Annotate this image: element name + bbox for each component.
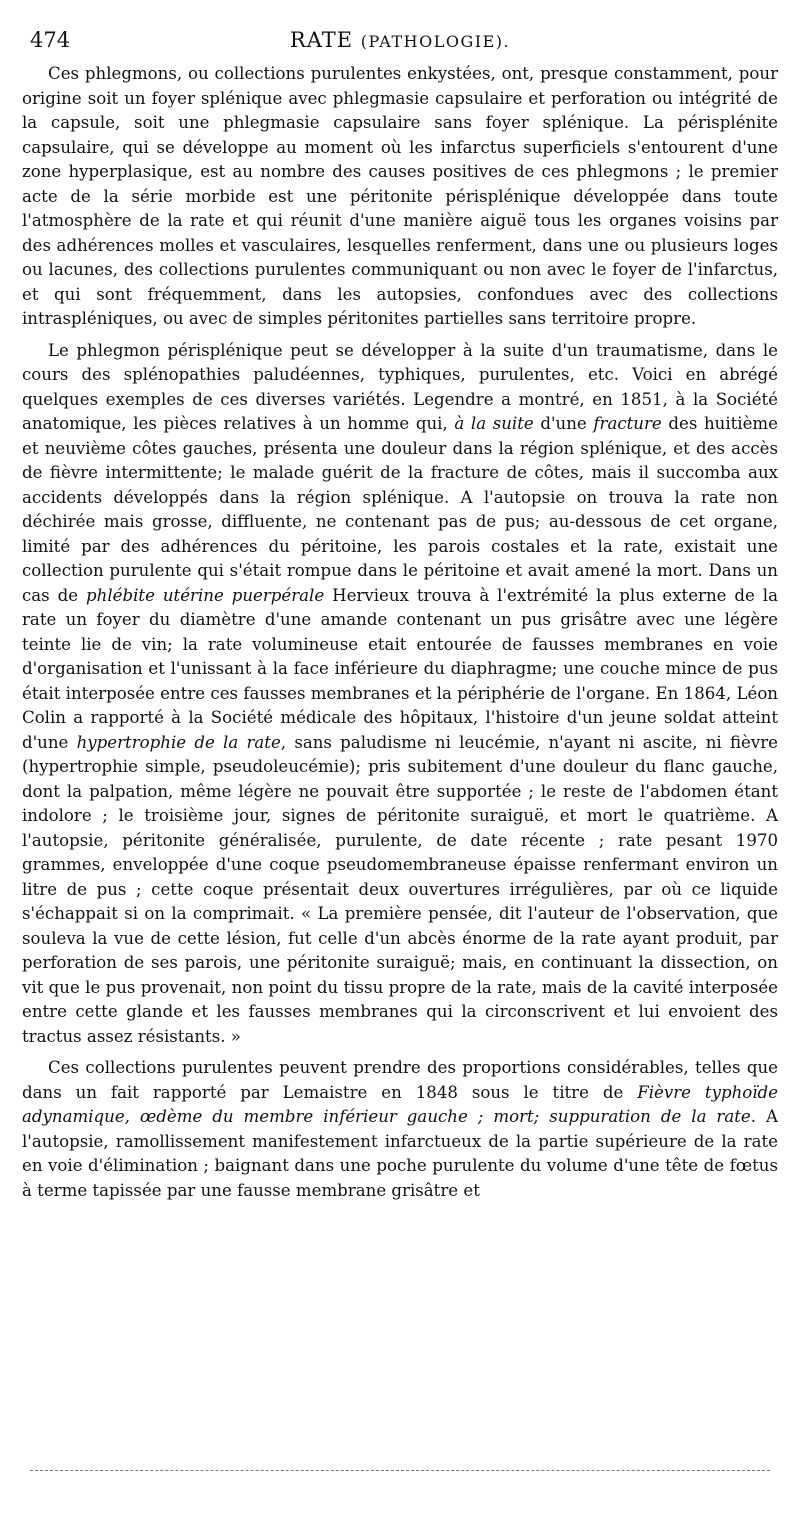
paragraph-text: Ces collections purulentes peuvent prendre des proportions considérables, telles que dans un fait rapporté par Lemaistre en 1848 sous le titre de <box>22 1058 778 1102</box>
document-page <box>22 22 778 1210</box>
paragraph-text: Le phlegmon périsplénique peut se développer à la suite d'un traumatisme, dans le cours des splénopathies paludéennes, typhiques, purulentes, etc. Voici en abrégé quelques exemples de ces diverses variétés. Legendre a montré, en 1851, à la Société anatomique, les pièces relatives à un homme qui, <box>22 340 778 433</box>
page-header <box>22 22 778 52</box>
paragraph-text: Hervieux trouva à l'extrémité la plus externe de la rate un foyer du diamètre d'une amande contenant un pus grisâtre avec une légère teinte lie de vin; la rate volumineuse etait entourée de fausses membranes en voie d'organisation et l'unissant à la face inférieure du diaphragme; une couche mince de pus était interposée entre ces fausses membranes et la périphérie de l'organe. En 1864, Léon Colin a rapporté à la Société médicale des hôpitaux, l'histoire d'un jeune soldat atteint d'une <box>22 585 778 752</box>
document-body <box>22 62 778 1203</box>
paragraph <box>22 62 778 332</box>
running-title-sub: (PATHOLOGIE). <box>360 32 511 51</box>
running-title-main: RATE <box>289 28 354 52</box>
running-title <box>22 28 778 52</box>
italic-text: hypertrophie de la rate <box>76 732 281 752</box>
paragraph-text: , sans paludisme ni leucémie, n'ayant ni ascite, ni fièvre (hypertrophie simple, pseudoleucémie); pris subitement d'une douleur du flanc gauche, dont la palpation, même légère ne pouvait être supportée ; le reste de l'abdomen étant indolore ; le troisième jour, signes de péritonite suraiguë, et mort le quatrième. A l'autopsie, péritonite généralisée, purulente, de date récente ; rate pesant 1970 grammes, enveloppée d'une coque pseudomembraneuse épaisse renfermant environ un litre de pus ; cette coque présentait deux ouvertures irrégulières, par où ce liquide s'échappait si on la comprimait. « La première pensée, dit l'auteur de l'observation, que souleva la vue de cette lésion, fut celle d'un abcès énorme de la rate ayant produit, par perforation de ses parois, une péritonite suraiguë; mais, en continuant la dissection, on vit que le pus provenait, non point du tissu propre de la rate, mais de la cavité interposée entre cette glande et les fausses membranes qui la circonscrivent et lui envoient des tractus assez résistants. » <box>22 732 779 1046</box>
italic-text: Fièvre typhoïde adynamique, œdème du membre inférieur gauche ; mort; suppuration de la rate. <box>22 1082 778 1126</box>
footer-dashed-rule <box>30 1470 770 1471</box>
italic-text: à la suite <box>454 414 534 433</box>
italic-text: fracture <box>593 414 662 433</box>
paragraph-text: Ces phlegmons, ou collections purulentes enkystées, ont, presque constamment, pour origine soit un foyer splénique avec phlegmasie capsulaire et perforation ou intégrité de la capsule, soit une phlegmasie capsulaire sans foyer splénique. La périsplénite capsulaire, qui se développe au moment où les infarctus superficiels s'entourent d'une zone hyperplasique, est au nombre des causes positives de ces phlegmons ; le premier acte de la série morbide est une péritonite périsplénique développée dans toute l'atmosphère de la rate et qui réunit d'une manière aiguë tous les organes voisins par des adhérences molles et vasculaires, lesquelles renferment, dans une ou plusieurs loges ou lacunes, des collections purulentes communiquant ou non avec le foyer de l'infarctus, et qui sont fréquemment, dans les autopsies, confondues avec des collections intraspléniques, ou avec de simples péritonites partielles sans territoire propre. <box>22 64 778 328</box>
paragraph-text: des huitième et neuvième côtes gauches, présenta une douleur dans la région splénique, et des accès de fièvre intermittente; le malade guérit de la fracture de côtes, mais il succomba aux accidents développés dans la région splénique. A l'autopsie on trouva la rate non déchirée mais grosse, diffluente, ne contenant pas de pus; au-dessous de cet organe, limité par des adhérences du péritoine, les parois costales et la rate, existait une collection purulente qui s'était rompue dans le péritoine et avait amené la mort. Dans un cas de <box>22 414 778 605</box>
italic-text: phlébite utérine puerpérale <box>86 585 325 605</box>
paragraph <box>22 1056 778 1203</box>
paragraph-text: d'une <box>533 414 594 433</box>
page-number: 474 <box>30 28 71 52</box>
paragraph <box>22 339 778 1050</box>
paragraph-text: A l'autopsie, ramollissement manifestement infarctueux de la partie supérieure de la rate en voie d'élimination ; baignant dans une poche purulente du volume d'une tête de fœtus à terme tapissée par une fausse membrane grisâtre et <box>22 1107 778 1200</box>
